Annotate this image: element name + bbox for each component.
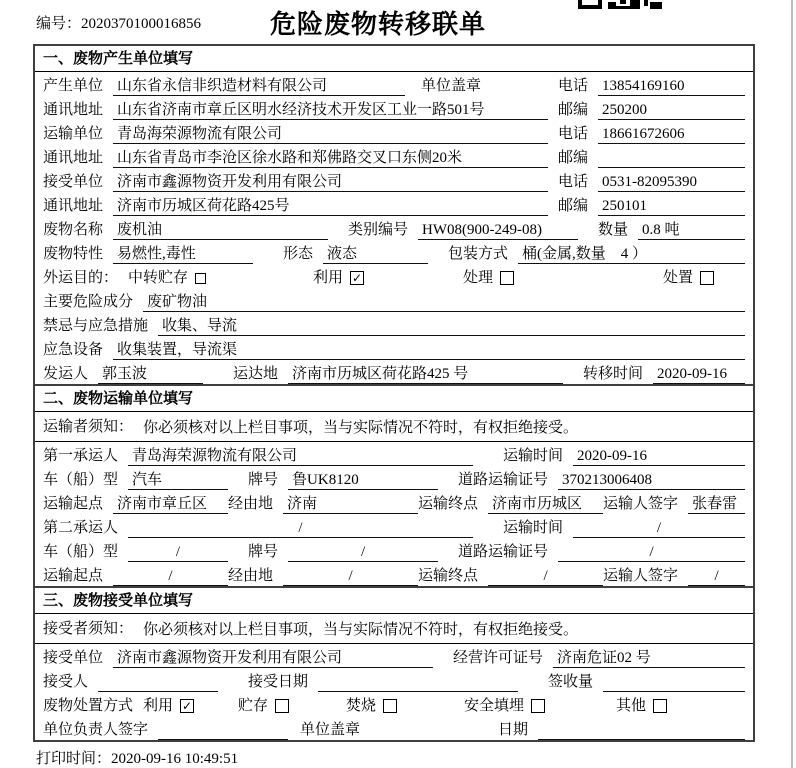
receiving-unit-value: 济南市鑫源物资开发利用有限公司 (113, 648, 433, 668)
category-label: 类别编号 (348, 222, 409, 238)
receive-date-label: 接受日期 (248, 674, 309, 690)
purpose-option-dispose-label: 处置 (663, 270, 694, 286)
via2-label: 经由地 (228, 568, 274, 584)
producer-phone-label: 电话 (558, 78, 589, 94)
receiver-zip-value: 250101 (598, 196, 745, 216)
document-header (0, 0, 796, 44)
disposal-option-burn-label: 焚烧 (346, 698, 377, 714)
origin2-value: / (113, 566, 228, 586)
receiving-person-value (98, 672, 218, 692)
receive-date-value (318, 672, 518, 692)
sign2-value: / (688, 566, 745, 586)
producer-address-row (35, 96, 753, 120)
plate1-label: 牌号 (248, 472, 279, 488)
carrier1-value: 青岛海荣源物流有限公司 (128, 446, 473, 466)
transfer-time-label: 转移时间 (583, 366, 644, 382)
checkbox-disposal-burn[interactable] (383, 699, 397, 713)
disposal-option-other-label: 其他 (616, 698, 647, 714)
transport-notice-row (35, 412, 753, 442)
print-time-label: 打印时间： (36, 751, 112, 767)
vehicle1-value: 汽车 (128, 470, 228, 490)
equipment-row (35, 336, 753, 360)
carrier2-label: 第二承运人 (43, 520, 119, 536)
disposal-option-store (238, 696, 346, 716)
packaging-value: 桶(金属,数量 4 ） (518, 244, 745, 264)
carrier1-time-value: 2020-09-16 (573, 446, 745, 466)
transporter-address-value: 山东省青岛市李沧区徐水路和郑佛路交叉口东侧20米 (113, 148, 548, 168)
print-time (36, 747, 238, 768)
purpose-option-dispose (663, 268, 714, 288)
checkbox-disposal-store[interactable] (275, 699, 289, 713)
waste-trait-row (35, 240, 753, 264)
hazard-label: 主要危险成分 (43, 294, 134, 310)
sign-date-value (538, 720, 745, 740)
carrier2-vehicle-row (35, 538, 753, 562)
receiver-address-value: 济南市历城区荷花路425号 (113, 196, 548, 216)
transporter-row (35, 120, 753, 144)
responsible-value (158, 720, 288, 740)
responsible-row (35, 716, 753, 740)
purpose-option-treat (463, 268, 663, 288)
permit2-label: 道路运输证号 (458, 544, 549, 560)
transfer-time-value: 2020-09-16 (653, 364, 745, 384)
origin1-value: 济南市章丘区 (113, 494, 228, 514)
checkbox-use[interactable]: ✓ (352, 271, 363, 285)
disposal-option-burn (346, 696, 464, 716)
receiving-unit-row (35, 644, 753, 668)
end2-value: / (488, 566, 603, 586)
vehicle1-label: 车（船）型 (43, 472, 119, 488)
sign-date-label: 日期 (498, 722, 529, 738)
disposal-option-landfill-label: 安全填埋 (464, 698, 525, 714)
purpose-label: 外运目的： (43, 270, 119, 286)
producer-address-label: 通讯地址 (43, 102, 104, 118)
carrier1-route-row (35, 490, 753, 514)
transporter-address-row (35, 144, 753, 168)
receiver-value: 济南市鑫源物资开发利用有限公司 (113, 172, 548, 192)
receiving-person-row (35, 668, 753, 692)
sign2-label: 运输人签字 (603, 568, 679, 584)
waste-name-row (35, 216, 753, 240)
producer-value: 山东省永信非织造材料有限公司 (113, 76, 405, 96)
manifest-number-label: 编号： (36, 16, 82, 32)
category-value: HW08(900-249-08) (418, 220, 578, 240)
receiver-row (35, 168, 753, 192)
end1-label: 运输终点 (418, 496, 479, 512)
receiver-address-row (35, 192, 753, 216)
hazard-row (35, 288, 753, 312)
disposal-option-use (143, 696, 238, 716)
permit1-label: 道路运输证号 (458, 472, 549, 488)
plate1-value: 鲁UK8120 (288, 470, 438, 490)
disposal-row (35, 692, 753, 716)
taboo-value: 收集、导流 (158, 316, 745, 336)
receiver-seal-label: 单位盖章 (300, 722, 361, 738)
destination-value: 济南市历城区荷花路425 号 (288, 364, 563, 384)
purpose-option-use (313, 268, 463, 288)
section-producer (35, 46, 753, 384)
hazard-value: 废矿物油 (143, 292, 745, 312)
via1-label: 经由地 (228, 496, 274, 512)
transporter-address-label: 通讯地址 (43, 150, 104, 166)
receiving-person-label: 接受人 (43, 674, 89, 690)
origin2-label: 运输起点 (43, 568, 104, 584)
sign1-label: 运输人签字 (603, 496, 679, 512)
quantity-label: 数量 (598, 222, 629, 238)
receiver-notice-text: 你必须核对以上栏目事项，当与实际情况不符时，有权拒绝接受。 (143, 622, 579, 638)
print-time-value: 2020-09-16 10:49:51 (111, 751, 239, 767)
purpose-option-storage (128, 268, 313, 288)
carrier2-value: / (128, 518, 473, 538)
transporter-zip-value (598, 148, 745, 168)
receiver-phone-value: 0531-82095390 (598, 172, 745, 192)
shipper-value: 郭玉波 (98, 364, 203, 384)
receiving-unit-label: 接受单位 (43, 650, 104, 666)
checkbox-disposal-other[interactable] (653, 699, 667, 713)
disposal-option-use-label: 利用 (143, 698, 174, 714)
license-label: 经营许可证号 (453, 650, 544, 666)
disposal-label: 废物处置方式 (43, 698, 134, 714)
carrier1-label: 第一承运人 (43, 448, 119, 464)
purpose-option-storage-label: 中转贮存 (128, 270, 189, 286)
checkbox-storage[interactable] (195, 273, 206, 284)
plate2-label: 牌号 (248, 544, 279, 560)
taboo-row (35, 312, 753, 336)
carrier1-row (35, 442, 753, 466)
permit2-value: / (558, 542, 745, 562)
vehicle2-label: 车（船）型 (43, 544, 119, 560)
manifest-form (33, 44, 755, 742)
carrier2-route-row (35, 562, 753, 586)
origin1-label: 运输起点 (43, 496, 104, 512)
producer-phone-value: 13854169160 (598, 76, 745, 96)
carrier1-time-label: 运输时间 (503, 448, 564, 464)
end2-label: 运输终点 (418, 568, 479, 584)
manifest-number-value: 2020370100016856 (81, 16, 202, 32)
responsible-label: 单位负责人签字 (43, 722, 149, 738)
section-transport-title: 二、废物运输单位填写 (35, 386, 753, 412)
trait-label: 废物特性 (43, 246, 104, 262)
carrier2-row (35, 514, 753, 538)
trait-value: 易燃性,毒性 (113, 244, 253, 264)
carrier1-vehicle-row (35, 466, 753, 490)
transporter-phone-label: 电话 (558, 126, 589, 142)
page-title: 危险废物转移联单 (269, 10, 486, 39)
producer-label: 产生单位 (43, 78, 104, 94)
section-transport (35, 384, 753, 586)
receiver-notice-row (35, 614, 753, 644)
page-edge-divider (791, 0, 793, 768)
packaging-label: 包装方式 (448, 246, 509, 262)
waste-name-label: 废物名称 (43, 222, 104, 238)
qr-code-icon (578, 0, 662, 9)
permit1-value: 370213006408 (558, 470, 745, 490)
section-receiver-title: 三、废物接受单位填写 (35, 588, 753, 614)
receiver-zip-label: 邮编 (558, 198, 589, 214)
received-qty-label: 签收量 (548, 674, 594, 690)
taboo-label: 禁忌与应急措施 (43, 318, 149, 334)
license-value: 济南危证02 号 (553, 648, 745, 668)
via2-value: / (283, 566, 418, 586)
section-receiver (35, 586, 753, 740)
producer-zip-label: 邮编 (558, 102, 589, 118)
disposal-option-landfill (464, 696, 616, 716)
transporter-label: 运输单位 (43, 126, 104, 142)
vehicle2-value: / (128, 542, 228, 562)
purpose-row (35, 264, 753, 288)
producer-zip-value: 250200 (598, 100, 745, 120)
form-value: 液态 (323, 244, 428, 264)
disposal-option-store-label: 贮存 (238, 698, 269, 714)
received-qty-value (603, 672, 745, 692)
destination-label: 运达地 (233, 366, 279, 382)
via1-value: 济南 (283, 494, 418, 514)
plate2-value: / (288, 542, 438, 562)
equipment-label: 应急设备 (43, 342, 104, 358)
transporter-value: 青岛海荣源物流有限公司 (113, 124, 548, 144)
disposal-option-other (616, 696, 667, 716)
section-producer-title: 一、废物产生单位填写 (35, 46, 753, 72)
transport-notice-text: 你必须核对以上栏目事项，当与实际情况不符时，有权拒绝接受。 (143, 420, 579, 436)
producer-address-value: 山东省济南市章丘区明水经济技术开发区工业一路501号 (113, 100, 548, 120)
transporter-phone-value: 18661672606 (598, 124, 745, 144)
receiver-phone-label: 电话 (558, 174, 589, 190)
producer-seal-label: 单位盖章 (421, 78, 482, 94)
receiver-notice-label: 接受者须知： (43, 620, 134, 637)
shipper-row (35, 360, 753, 384)
end1-value: 济南市历城区 (488, 494, 603, 514)
shipper-label: 发运人 (43, 366, 89, 382)
waste-name-value: 废机油 (113, 220, 328, 240)
sign1-value: 张春雷 (688, 494, 745, 514)
checkbox-dispose[interactable] (700, 271, 714, 285)
form-label: 形态 (283, 246, 314, 262)
checkbox-treat[interactable] (500, 271, 514, 285)
producer-row (35, 72, 753, 96)
checkbox-disposal-landfill[interactable] (531, 699, 545, 713)
receiver-address-label: 通讯地址 (43, 198, 104, 214)
transporter-zip-label: 邮编 (558, 150, 589, 166)
carrier2-time-label: 运输时间 (503, 520, 564, 536)
receiver-label: 接受单位 (43, 174, 104, 190)
checkbox-disposal-use[interactable]: ✓ (182, 699, 193, 713)
quantity-value: 0.8 吨 (638, 220, 745, 240)
purpose-option-use-label: 利用 (313, 270, 344, 286)
carrier2-time-value: / (573, 518, 745, 538)
equipment-value: 收集装置，导流渠 (113, 340, 745, 360)
purpose-option-treat-label: 处理 (463, 270, 494, 286)
transport-notice-label: 运输者须知： (43, 418, 134, 435)
